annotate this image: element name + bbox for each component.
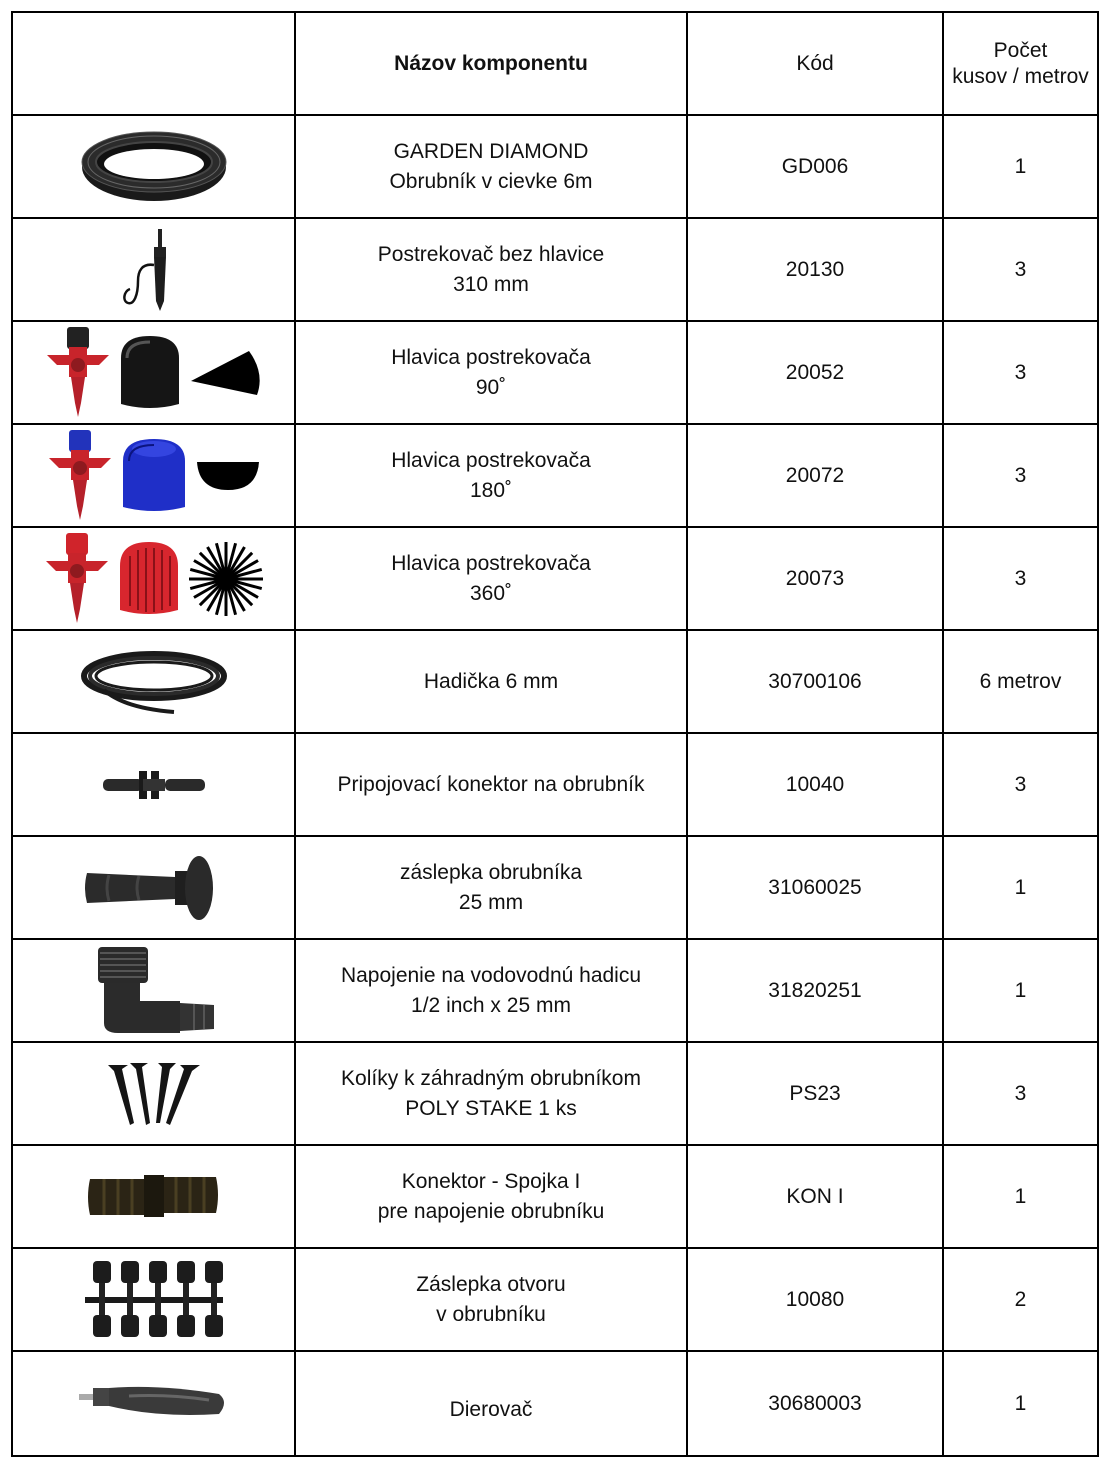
component-count: 1 <box>1014 1184 1027 1208</box>
component-count: 3 <box>1014 566 1027 590</box>
component-count: 3 <box>1014 1081 1027 1105</box>
hole-plugs-icon <box>13 1249 294 1350</box>
table-row <box>13 940 1097 1041</box>
tubing-coil-icon <box>13 631 294 732</box>
component-code: KON I <box>786 1184 844 1208</box>
table-row <box>13 1043 1097 1144</box>
table-row <box>13 734 1097 835</box>
component-name-detail: 1/2 inch x 25 mm <box>411 993 571 1017</box>
component-name-detail: pre napojenie obrubníku <box>377 1199 605 1223</box>
component-name: záslepka obrubníka <box>399 860 583 884</box>
table-row <box>13 1249 1097 1350</box>
component-name: Dierovač <box>449 1397 533 1421</box>
component-name: Hadička 6 mm <box>423 669 559 693</box>
header-code: Kód <box>796 51 834 75</box>
header-count-line2: kusov / metrov <box>952 64 1089 88</box>
table-row <box>13 219 1097 320</box>
stakes-icon <box>13 1043 294 1144</box>
component-name: Postrekovač bez hlavice <box>377 242 605 266</box>
component-name: Napojenie na vodovodnú hadicu <box>340 963 642 987</box>
component-name: GARDEN DIAMOND <box>393 139 589 163</box>
table-row <box>13 837 1097 938</box>
component-name: Kolíky k záhradným obrubníkom <box>341 1066 641 1090</box>
component-code: PS23 <box>789 1081 841 1105</box>
component-code: 31820251 <box>768 978 862 1002</box>
component-name-detail: Obrubník v cievke 6m <box>389 169 593 193</box>
table-row <box>13 1146 1097 1247</box>
component-count: 1 <box>1014 154 1027 178</box>
component-code: 10040 <box>785 772 845 796</box>
component-code: 30700106 <box>768 669 862 693</box>
component-name: Hlavica postrekovača <box>391 448 591 472</box>
header-code-cell <box>688 13 942 114</box>
header-count-line1: Počet <box>993 38 1048 62</box>
header-name: Názov komponentu <box>394 51 588 75</box>
header-image-cell <box>13 13 294 114</box>
hole-punch-icon <box>13 1352 294 1455</box>
component-count: 3 <box>1014 257 1027 281</box>
table-row <box>13 322 1097 423</box>
table-row <box>13 528 1097 629</box>
component-name-detail: 90˚ <box>475 375 507 399</box>
table-row <box>13 425 1097 526</box>
component-name-detail: POLY STAKE 1 ks <box>405 1096 577 1120</box>
sprinkler-stake-icon <box>13 219 294 320</box>
component-code: 31060025 <box>768 875 862 899</box>
table-header-row <box>13 13 1097 114</box>
component-code: 10080 <box>785 1287 845 1311</box>
component-code: 20052 <box>785 360 845 384</box>
connector-icon <box>13 734 294 835</box>
sprinkler-head-360-icon <box>13 528 294 629</box>
coiled-edging-icon <box>13 116 294 217</box>
component-count: 1 <box>1014 875 1027 899</box>
coupling-icon <box>13 1146 294 1247</box>
header-count-cell <box>944 13 1097 114</box>
component-name: Pripojovací konektor na obrubník <box>337 772 645 796</box>
component-name: Hlavica postrekovača <box>391 551 591 575</box>
component-code: 20072 <box>785 463 845 487</box>
component-count: 2 <box>1014 1287 1027 1311</box>
component-count: 1 <box>1014 1391 1027 1415</box>
component-name-detail: v obrubníku <box>436 1302 546 1326</box>
component-code: 30680003 <box>768 1391 862 1415</box>
component-name: Záslepka otvoru <box>416 1272 566 1296</box>
component-code: 20073 <box>785 566 845 590</box>
component-name: Konektor - Spojka I <box>401 1169 581 1193</box>
component-name-detail: 180˚ <box>469 478 513 502</box>
sprinkler-head-180-icon <box>13 425 294 526</box>
component-name-detail: 360˚ <box>469 581 513 605</box>
component-count: 3 <box>1014 772 1027 796</box>
component-name: Hlavica postrekovača <box>391 345 591 369</box>
components-table <box>11 11 1099 1457</box>
header-name-cell <box>296 13 686 114</box>
component-count: 3 <box>1014 360 1027 384</box>
sprinkler-head-90-icon <box>13 322 294 423</box>
component-code: GD006 <box>781 154 849 178</box>
table-row <box>13 116 1097 217</box>
table-row <box>13 1352 1097 1455</box>
component-code: 20130 <box>785 257 845 281</box>
elbow-adapter-icon <box>13 940 294 1041</box>
component-count: 3 <box>1014 463 1027 487</box>
component-count: 1 <box>1014 978 1027 1002</box>
end-plug-icon <box>13 837 294 938</box>
component-name-detail: 310 mm <box>453 272 529 296</box>
component-name-detail: 25 mm <box>458 890 524 914</box>
table-row <box>13 631 1097 732</box>
component-count: 6 metrov <box>979 669 1062 693</box>
